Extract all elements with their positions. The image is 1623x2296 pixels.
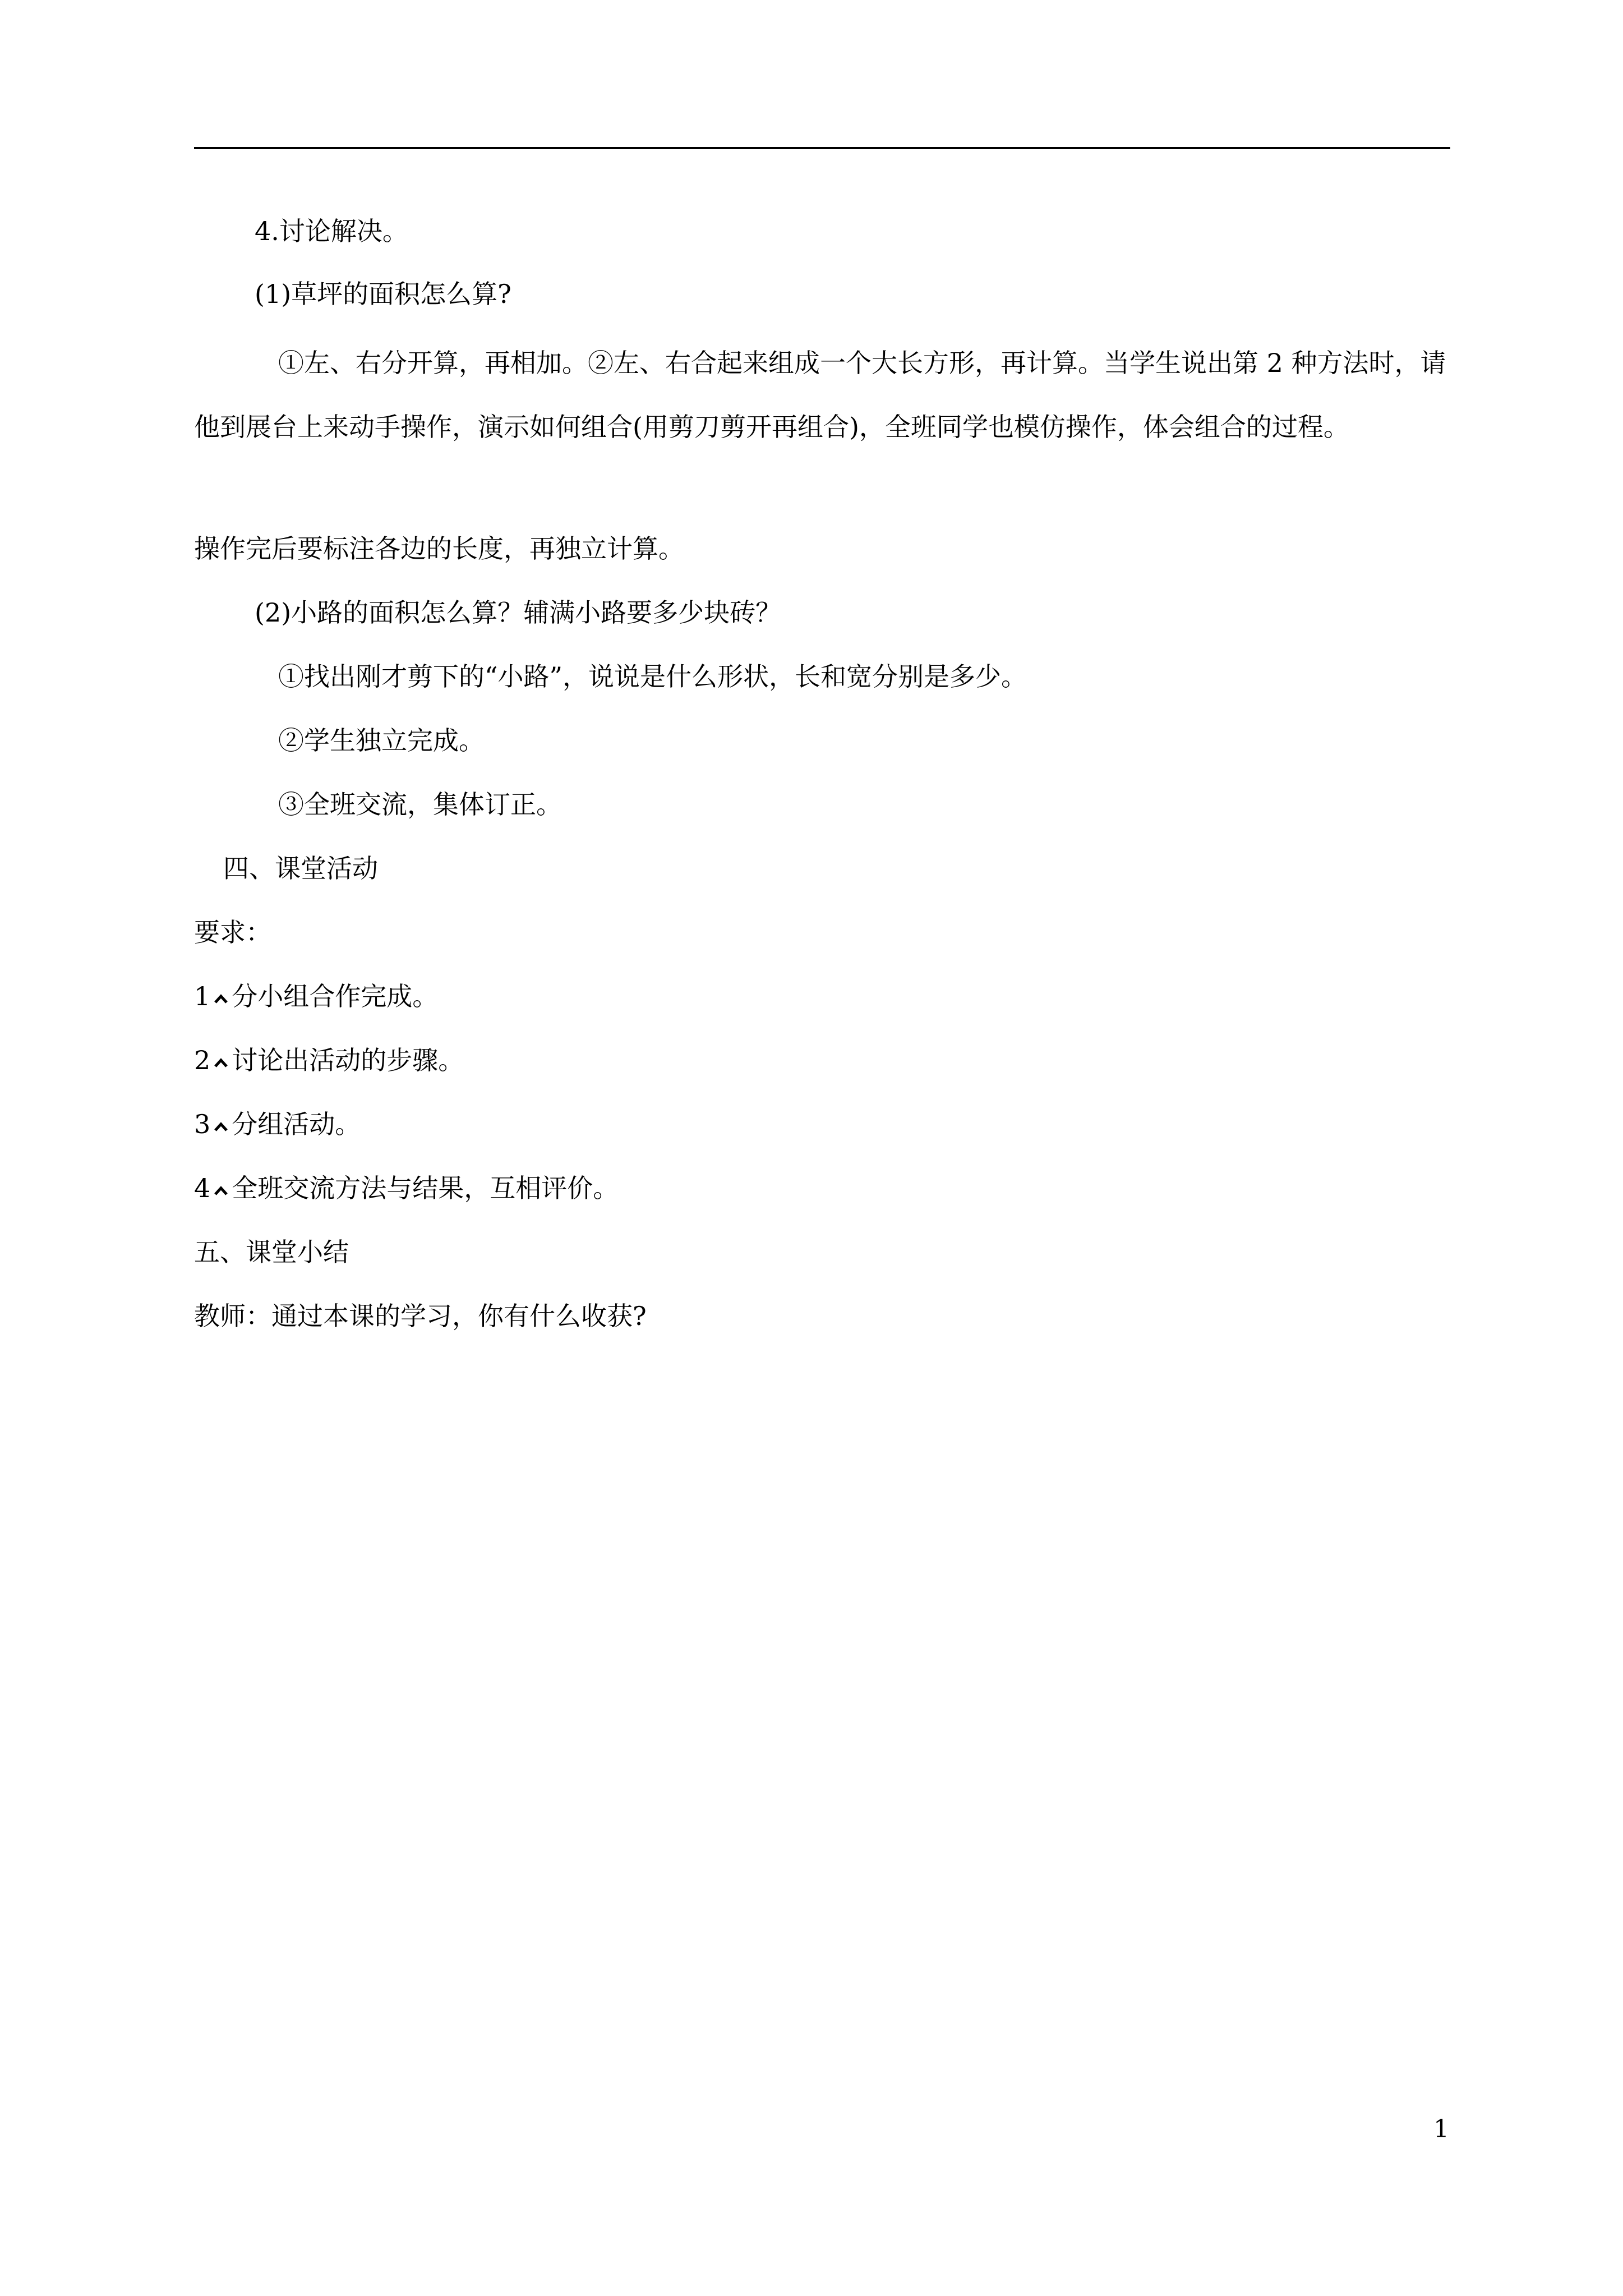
list-number: 3 [194,1109,211,1139]
section-heading-discuss: 4.讨论解决。 [255,216,408,246]
step-independent: ②学生独立完成。 [278,725,485,756]
paragraph-label-lengths: 操作完后要标注各边的长度，再独立计算。 [194,533,684,564]
teacher-question: 教师：通过本课的学习，你有什么收获? [194,1301,647,1331]
list-text: 分组活动。 [232,1109,361,1139]
section-heading-summary: 五、课堂小结 [194,1237,349,1267]
list-number: 2 [194,1045,211,1075]
step-find-path: ①找出刚才剪下的“小路”，说说是什么形状，长和宽分别是多少。 [278,661,1027,692]
caret-up-icon [213,1118,229,1135]
list-item [194,1171,619,1205]
header-rule [194,147,1450,149]
caret-up-icon [213,1054,229,1071]
list-number: 4 [194,1173,211,1203]
list-text: 分小组合作完成。 [232,981,439,1011]
caret-up-icon [213,990,229,1007]
question-lawn-area: (1)草坪的面积怎么算? [255,279,511,309]
list-number: 1 [194,981,211,1011]
page-number: 1 [1433,2115,1449,2143]
requirements-label: 要求： [194,917,271,947]
list-item [194,979,438,1013]
step-class-exchange: ③全班交流，集体订正。 [278,789,562,820]
list-text: 全班交流方法与结果，互相评价。 [232,1173,619,1203]
section-heading-activity: 四、课堂活动 [223,853,378,884]
list-item [194,1043,464,1077]
list-item [194,1107,361,1141]
paragraph-methods: ①左、右分开算，再相加。②左、右合起来组成一个大长方形，再计算。当学生说出第 2 种方法时，请他到展台上来动手操作，演示如何组合(用剪刀剪开再组合)，全班同学也模仿操作，体会组合的过程。 [194,348,1446,442]
list-text: 讨论出活动的步骤。 [232,1045,464,1075]
caret-up-icon [213,1182,229,1199]
question-path-area: (2)小路的面积怎么算？辅满小路要多少块砖？ [255,597,782,628]
